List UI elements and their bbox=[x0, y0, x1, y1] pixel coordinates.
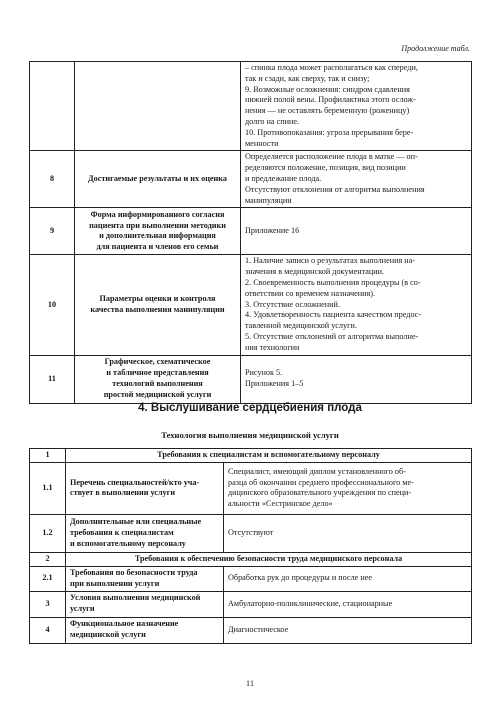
row-number: 3 bbox=[30, 591, 66, 617]
row-label bbox=[66, 591, 224, 617]
row-title bbox=[75, 355, 241, 403]
row-value bbox=[224, 514, 472, 552]
table-row bbox=[30, 462, 472, 514]
text-line: медицинской услуги bbox=[70, 630, 146, 640]
table-row bbox=[30, 566, 472, 591]
row-number: 2.1 bbox=[30, 566, 66, 591]
text-line: и дополнительная информация bbox=[99, 231, 216, 241]
text-line: Форма информированного согласия bbox=[90, 209, 225, 219]
row-description bbox=[241, 255, 472, 355]
text-line: нижней полой вены. Профилактика этого ослож- bbox=[245, 95, 416, 105]
table-row bbox=[30, 255, 472, 355]
text-line: разца об окончании среднего профессионального ме- bbox=[228, 477, 414, 487]
row-description bbox=[241, 62, 472, 151]
section-header: Требования к обеспечению безопасности труда медицинского персонала bbox=[66, 552, 472, 566]
text-line: 5. Отсутствие отклонений от алгоритма выполне- bbox=[245, 331, 419, 341]
table-row bbox=[30, 514, 472, 552]
section-header: Требования к специалистам и вспомогательному персоналу bbox=[66, 449, 472, 463]
row-value bbox=[224, 462, 472, 514]
text-line: манипуляции bbox=[245, 195, 292, 205]
text-line: так и сзади, как сверху, так и снизу; bbox=[245, 73, 370, 83]
text-line: Отсутствуют отклонения от алгоритма выполнения bbox=[245, 184, 425, 194]
row-description bbox=[241, 208, 472, 255]
continuation-label: Продолжение табл. bbox=[401, 44, 470, 53]
text-line: Определяется расположение плода в матке — оп- bbox=[245, 152, 418, 162]
text-line: Условия выполнения медицинской bbox=[70, 593, 201, 603]
section-header-row bbox=[30, 449, 472, 463]
row-number bbox=[30, 62, 75, 151]
table-caption: Технология выполнения медицинской услуги bbox=[161, 430, 339, 440]
text-line: Достигаемые результаты и их оценка bbox=[88, 173, 227, 183]
text-line: 4. Удовлетворенность пациента качеством предос- bbox=[245, 310, 422, 320]
text-line: 1. Наличие записи о результатах выполнения на- bbox=[245, 256, 416, 266]
table-continued bbox=[29, 61, 472, 404]
section-header-row bbox=[30, 552, 472, 566]
row-number: 10 bbox=[30, 255, 75, 355]
text-line: Приложение 16 bbox=[245, 225, 300, 235]
text-line: нения — не оставлять беременную (роженицу) bbox=[245, 106, 410, 116]
row-number: 8 bbox=[30, 151, 75, 208]
text-line: Перечень специальностей/кто уча- bbox=[70, 477, 200, 487]
text-line: технологий выполнения bbox=[112, 379, 203, 389]
row-number: 1 bbox=[30, 449, 66, 463]
text-line: услуги bbox=[70, 604, 95, 614]
row-description bbox=[241, 355, 472, 403]
text-line: и вспомогательному персоналу bbox=[70, 538, 186, 548]
text-line: долго на спине. bbox=[245, 116, 300, 126]
row-title bbox=[75, 62, 241, 151]
text-line: тавленной медицинской услуги. bbox=[245, 321, 357, 331]
table-row bbox=[30, 208, 472, 255]
text-line: ределяются положение, позиция, вид позиции bbox=[245, 163, 406, 173]
row-number: 9 bbox=[30, 208, 75, 255]
text-line: Требования по безопасности труда bbox=[70, 567, 198, 577]
text-line: дицинского образовательного учреждения по специ- bbox=[228, 488, 412, 498]
text-line: при выполнении услуги bbox=[70, 578, 160, 588]
text-line: Амбулаторно-поликлинические, стационарные bbox=[228, 598, 393, 608]
text-line: 3. Отсутствие осложнений. bbox=[245, 299, 340, 309]
row-label bbox=[66, 617, 224, 643]
row-number: 1.2 bbox=[30, 514, 66, 552]
text-line: ния технологии bbox=[245, 342, 300, 352]
text-line: менности bbox=[245, 138, 279, 148]
row-number: 1.1 bbox=[30, 462, 66, 514]
text-line: Дополнительные или специальные bbox=[70, 517, 202, 527]
text-line: Функциональное назначение bbox=[70, 619, 179, 629]
text-line: Специалист, имеющий диплом установленного об- bbox=[228, 466, 406, 476]
text-line: для пациента и членов его семьи bbox=[96, 242, 219, 252]
text-line: ствует в выполнении услуги bbox=[70, 488, 176, 498]
page-number: 11 bbox=[245, 678, 255, 688]
text-line: 9. Возможные осложнения: синдром сдавления bbox=[245, 84, 410, 94]
table-row bbox=[30, 62, 472, 151]
row-title bbox=[75, 151, 241, 208]
table-row bbox=[30, 591, 472, 617]
table-row bbox=[30, 617, 472, 643]
text-line: 2. Своевременность выполнения процедуры (в со- bbox=[245, 277, 421, 287]
row-value bbox=[224, 617, 472, 643]
text-line: ответствии со временем назначения). bbox=[245, 288, 375, 298]
text-line: Графическое, схематическое bbox=[104, 357, 211, 367]
text-line: Обработка рук до процедуры и после нее bbox=[228, 573, 373, 583]
row-number: 4 bbox=[30, 617, 66, 643]
text-line: и табличное представления bbox=[106, 368, 209, 378]
text-line: – спинка плода может располагаться как спереди, bbox=[245, 63, 418, 72]
row-value bbox=[224, 566, 472, 591]
row-label bbox=[66, 462, 224, 514]
row-title bbox=[75, 255, 241, 355]
row-label bbox=[66, 514, 224, 552]
row-label bbox=[66, 566, 224, 591]
text-line: Рисунок 5. bbox=[245, 368, 283, 378]
text-line: требования к специалистам bbox=[70, 527, 174, 537]
text-line: Отсутствуют bbox=[228, 527, 274, 537]
text-line: простой медицинской услуги bbox=[103, 389, 212, 399]
section-title: 4. Выслушивание сердцебиения плода bbox=[138, 402, 362, 414]
row-title bbox=[75, 208, 241, 255]
text-line: Приложения 1–5 bbox=[245, 379, 304, 389]
text-line: значения в медицинской документации. bbox=[245, 267, 385, 277]
technology-table bbox=[29, 448, 472, 644]
table-row bbox=[30, 151, 472, 208]
row-number: 2 bbox=[30, 552, 66, 566]
text-line: и предлежание плода. bbox=[245, 173, 322, 183]
text-line: Параметры оценки и контроля bbox=[99, 294, 216, 304]
row-description bbox=[241, 151, 472, 208]
table-row bbox=[30, 355, 472, 403]
text-line: Диагностическое bbox=[228, 624, 289, 634]
text-line: пациента при выполнении методики bbox=[89, 220, 226, 230]
row-value bbox=[224, 591, 472, 617]
text-line: качества выполнения манипуляции bbox=[90, 304, 225, 314]
row-number: 11 bbox=[30, 355, 75, 403]
text-line: 10. Противопоказания: угроза прерывания бере- bbox=[245, 127, 414, 137]
text-line: альности «Сестринское дело» bbox=[228, 499, 333, 509]
